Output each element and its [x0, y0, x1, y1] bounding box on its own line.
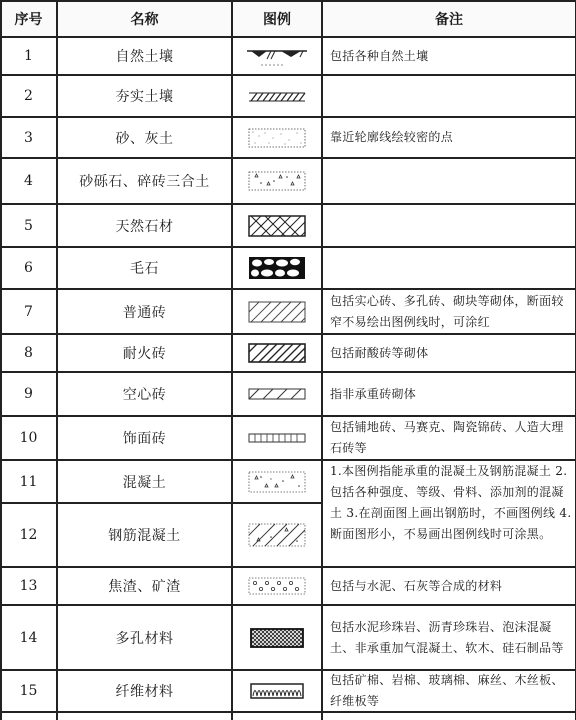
legend-cell	[232, 247, 322, 289]
grid-line	[0, 415, 576, 417]
table-row	[0, 75, 576, 117]
table-row	[0, 204, 576, 247]
row-index: 5	[24, 217, 33, 234]
row-index: 8	[24, 345, 33, 361]
grid-line	[0, 74, 576, 76]
row-note: 包括各种自然土壤	[330, 48, 429, 63]
legend-cell	[232, 503, 322, 567]
row-index: 12	[19, 527, 38, 543]
legend-cell	[232, 372, 322, 416]
legend-cell	[232, 670, 322, 712]
row-index: 6	[24, 260, 33, 276]
row-name: 砂砾石、碎砖三合土	[79, 174, 210, 190]
table-row	[0, 247, 576, 289]
grid-line	[0, 157, 576, 159]
natural-stone-crosshatch-icon	[245, 213, 309, 239]
grid-line	[0, 604, 576, 606]
table-row	[0, 158, 576, 204]
firebrick-hatch-icon	[245, 341, 309, 365]
header-note: 备注	[435, 11, 463, 28]
row-note: 包括与水泥、石灰等合成的材料	[330, 578, 503, 593]
table-row	[0, 334, 576, 372]
table-header	[0, 0, 576, 37]
row-note	[322, 247, 576, 289]
row-index: 11	[19, 473, 38, 490]
grid-line	[0, 459, 576, 461]
row-name: 天然石材	[115, 218, 174, 235]
porous-material-icon	[245, 626, 309, 650]
grid-line	[0, 288, 576, 290]
row-name: 饰面砖	[122, 431, 167, 447]
row-index: 7	[24, 303, 33, 320]
legend-cell	[232, 117, 322, 158]
table-row	[0, 416, 576, 460]
grid-line	[0, 0, 2, 720]
row-name: 混凝土	[122, 474, 167, 491]
legend-cell	[232, 605, 322, 670]
row-note: 包括矿棉、岩棉、玻璃棉、麻丝、木丝板、纤维板等	[330, 673, 564, 708]
row-note: 包括铺地砖、马赛克、陶瓷锦砖、人造大理石砖等	[330, 420, 564, 455]
row-index: 15	[19, 683, 38, 699]
table-row	[0, 567, 576, 605]
row-index: 4	[24, 173, 33, 189]
table-row	[0, 37, 576, 75]
grid-line	[0, 0, 576, 2]
legend-cell	[232, 37, 322, 75]
row-index: 13	[19, 578, 38, 594]
grid-line	[0, 203, 576, 205]
grid-line	[0, 333, 576, 335]
grid-line	[0, 246, 576, 248]
header-index: 序号	[14, 11, 43, 28]
row-name: 耐火砖	[122, 346, 167, 362]
grid-line	[0, 371, 576, 373]
reinforced-concrete-icon	[245, 521, 309, 549]
row-name: 纤维材料	[115, 684, 174, 700]
row-index: 3	[24, 129, 33, 146]
legend-cell	[232, 204, 322, 247]
row-name: 夯实土壤	[115, 89, 174, 105]
row-index: 10	[19, 430, 38, 446]
row-index: 2	[24, 88, 33, 104]
row-note: 指非承重砖砌体	[330, 386, 417, 401]
row-index: 1	[24, 48, 33, 64]
legend-cell	[232, 460, 322, 503]
grid-line	[56, 0, 58, 720]
sand-lime-dots-icon	[245, 126, 309, 150]
table-row-partial	[0, 712, 576, 720]
legend-cell	[232, 334, 322, 372]
row-name: 空心砖	[122, 387, 167, 403]
row-name: 钢筋混凝土	[108, 528, 181, 544]
row-note: 靠近轮廓线绘较密的点	[330, 130, 454, 144]
rubble-stone-icon	[245, 254, 309, 282]
header-legend: 图例	[263, 11, 291, 28]
concrete-icon	[245, 469, 309, 495]
gravel-triangles-icon	[245, 169, 309, 193]
grid-line	[0, 711, 576, 713]
row-note	[322, 158, 576, 204]
row-name: 焦渣、矿渣	[108, 579, 181, 595]
rammed-soil-hatch-icon	[245, 85, 309, 107]
row-name: 自然土壤	[115, 49, 174, 65]
legend-cell	[232, 158, 322, 204]
grid-line	[0, 502, 321, 504]
row-index: 14	[19, 629, 38, 646]
legend-cell	[232, 567, 322, 605]
header-name: 名称	[130, 11, 159, 28]
legend-cell	[232, 416, 322, 460]
row-note: 包括耐酸砖等砌体	[330, 345, 429, 360]
fiber-material-icon	[245, 681, 309, 701]
hollow-brick-icon	[245, 385, 309, 403]
common-brick-hatch-icon	[245, 299, 309, 325]
row-name: 普通砖	[122, 304, 167, 321]
table-row	[0, 372, 576, 416]
natural-soil-hatch-icon	[245, 45, 309, 67]
facing-brick-icon	[245, 430, 309, 446]
row-note: 包括水泥珍珠岩、沥青珍珠岩、泡沫混凝土、非承重加气混凝土、软木、硅石制品等	[330, 619, 564, 655]
row-note	[322, 204, 576, 247]
grid-line	[231, 0, 233, 720]
grid-line	[0, 116, 576, 118]
grid-line	[0, 36, 576, 38]
grid-line	[0, 566, 576, 568]
row-note: 包括实心砖、多孔砖、砌块等砌体，断面较窄不易绘出图例线时，可涂红	[330, 293, 564, 329]
row-note	[322, 75, 576, 117]
row-index: 9	[24, 386, 33, 402]
grid-line	[0, 669, 576, 671]
table-row	[0, 117, 576, 158]
row-name: 多孔材料	[115, 630, 174, 647]
slag-icon	[245, 575, 309, 597]
table-row	[0, 670, 576, 712]
row-name: 毛石	[130, 261, 159, 277]
table-row	[0, 289, 576, 334]
legend-cell	[232, 289, 322, 334]
legend-cell	[232, 75, 322, 117]
row-name: 砂、灰土	[115, 130, 174, 147]
table-row	[0, 605, 576, 670]
grid-line	[321, 0, 323, 720]
concrete-note: 1.本图例指能承重的混凝土及钢筋混凝土 2.包括各种强度、等级、骨料、添加剂的混凝土 3.在剖面图上画出钢筋时，不画图例线 4.断面图形小，不易画出图例线时可涂黑。	[322, 460, 576, 567]
